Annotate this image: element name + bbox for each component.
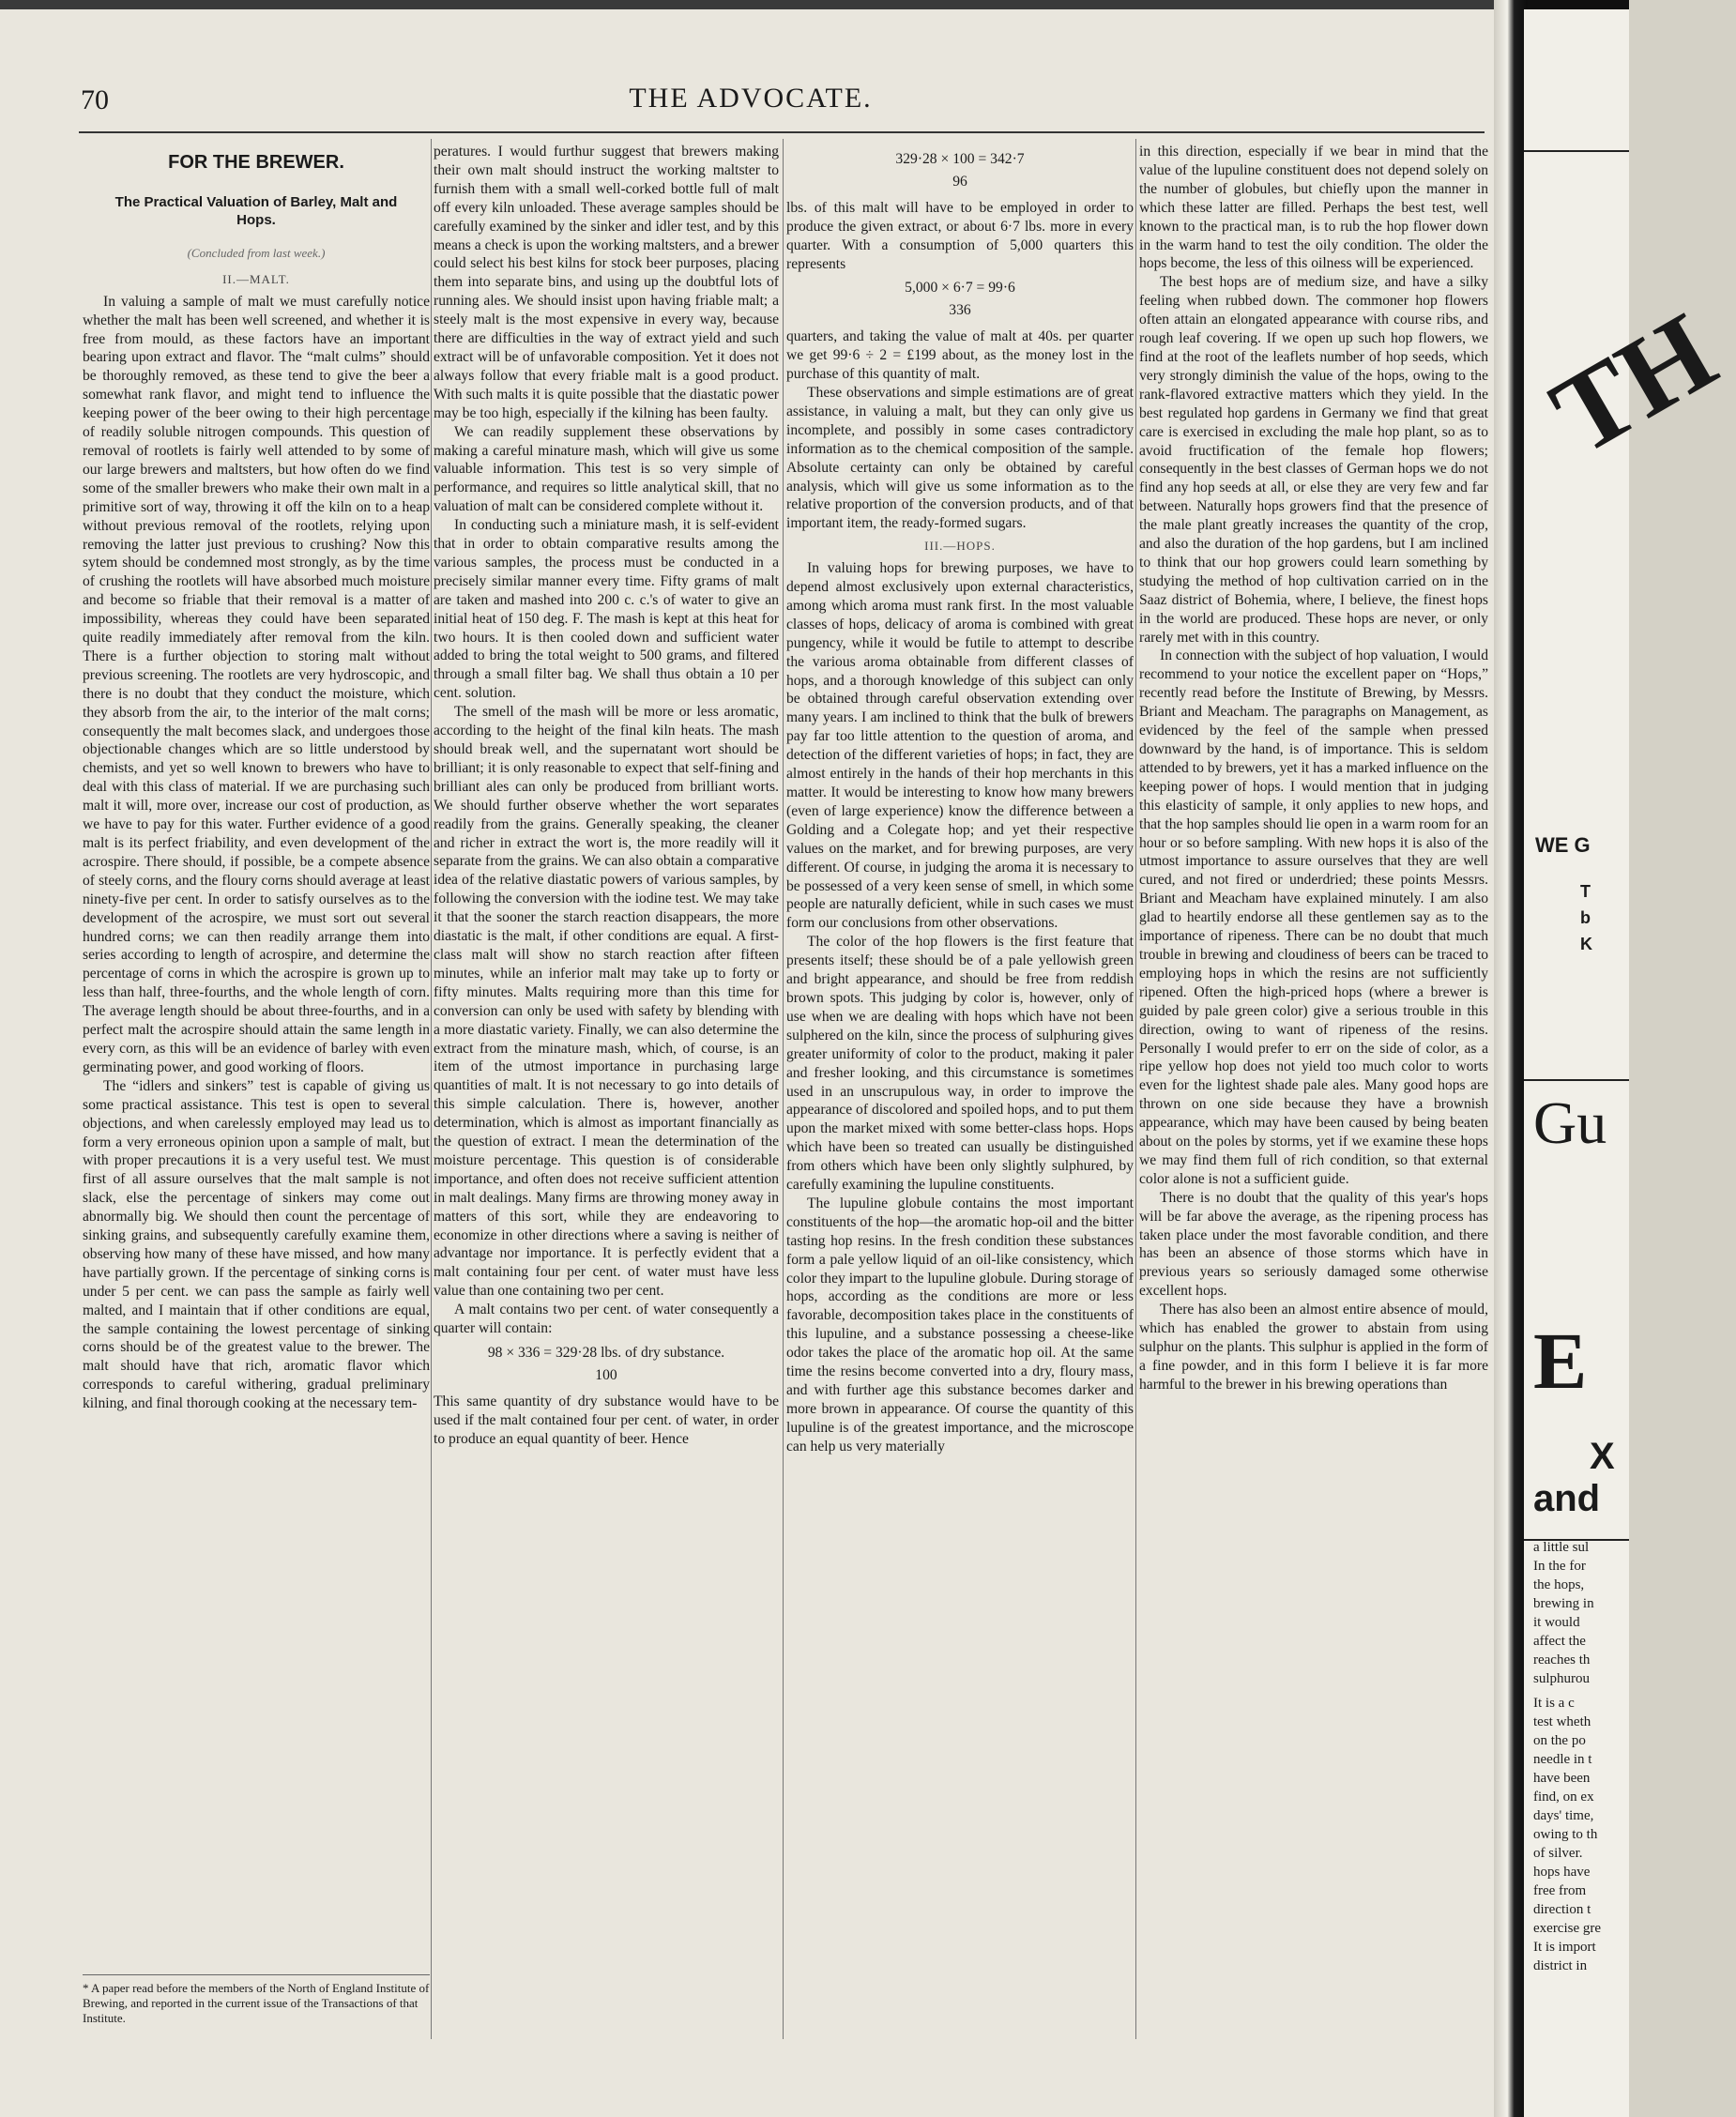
text-line: reaches th [1533,1652,1591,1668]
paragraph: The “idlers and sinkers” test is capable of giving us some practical assistance. This test is open to several objections, and when carelessly employed may lead us to form a very erroneous opinion upon a sample of malt, but with proper precautions it is a very useful test. We must first of all assure ourselves that the malt sample is not slack, else the percentage of sinkers may come out abnormally big. We should then count the percentage of sinking grains, and subsequently carefully examine them, observing how many of these have missed, and how many have partially grown. If the percentage of sinking corns is under 5 per cent. we can pass the sample as fairly well malted, and I maintain that if other conditions are equal, the sample containing the lowest percentage of sinking corns should be of the greatest value to the brewer. The malt should have that rich, aromatic flavor which corresponds to careful withering, gradual preliminary kilning, and final thorough cooking at the necessary tem- [83,1077,430,1412]
column-divider [431,139,432,2039]
text-line: free from [1533,1883,1587,1898]
text-line: needle in t [1533,1752,1592,1767]
text-line: hops have [1533,1865,1591,1880]
display-letter: X [1590,1436,1615,1477]
display-letter: E [1533,1316,1588,1406]
paragraph: There is no doubt that the quality of this year's hops will be far above the average, as the ripening process has taken place under the most favorable condition, and there has been an absence of those storms which have in previous years so seriously damaged some otherwise excellent hops. [1139,1189,1488,1300]
rule [1524,150,1629,152]
equation-denominator: 96 [952,173,967,190]
text-line: affect the [1533,1634,1586,1649]
paragraph: In conducting such a miniature mash, it is self-evident that in order to obtain comparative results among the various samples, the process must be conducted in a precisely similar manner every time. Fifty grams of malt are taken and mashed into 200 c. c.'s of water to give an initial heat of 150 deg. F. The mash is kept at this heat for two hours. It is then cooled down and sufficient water added to bring the total weight to 500 grams, and filtered through a small filter bag. We shall thus obtain a 10 per cent. solution. [434,517,779,702]
binding-gutter [1494,0,1528,2117]
paragraph: peratures. I would furthur suggest that brewers making their own malt should instruct the working maltster to furnish them with a small well-corked bottle full of malt off every kiln unloaded. These average samples should be carefully examined by the sinker and idler test, and by this means a check is upon the working maltsters, and a brewer could select his best kilns for stock beer purposes, placing them into separate bins, and using up the doubtful lots of running ales. We should insist upon having friable malt; a steely malt is the most expensive in every way, because there are difficulties in the way of extract yield and such extract will be of unfavorable composition. Yet it does not always follow that every friable malt is a good product. With such malts it is quite possible that the diastatic power may be too high, especially if the kilning has been faulty. [434,144,779,421]
text-line: a little sul [1533,1540,1590,1555]
header-rule [79,131,1485,133]
column-3 [786,143,1134,1456]
column-divider [1135,139,1136,2039]
equation-dry-substance: 98 × 336 = 329·28 lbs. of dry substance. [487,1345,725,1361]
paragraph: This same quantity of dry substance would have to be used if the malt contained four per cent. of water, in order to produce an equal quantity of beer. Hence [434,1393,779,1447]
paragraph: The color of the hop flowers is the first feature that presents itself; these should be of a pale yellowish green and bright appearance, and should be free from reddish brown spots. This judging by color is, however, only of use when we are dealing with hops which have not been sulphered on the kiln, since the process of sulphuring gives greater uniformity of color to the product, making it paler and fresher looking, and this circumstance is sometimes used in an unscrupulous way, in order to improve the appearance of discolored and spoiled hops, and to put them upon the market mixed with some better-class hops. Hops which have been so treated can usually be distinguished from others which have been only slightly sulphured, by carefully examining the lupuline constituents. [786,934,1134,1194]
text-line: test wheth [1533,1714,1591,1729]
continuation-note: (Concluded from last week.) [187,245,326,260]
scan-top-edge [0,0,1629,9]
text-line: exercise gre [1533,1921,1602,1936]
text-line: of silver. [1533,1846,1583,1861]
article-subtitle: The Practical Valuation of Barley, Malt and Hops. [114,193,398,228]
equation-denominator: 336 [949,302,971,319]
paragraph: In valuing hops for brewing purposes, we have to depend almost exclusively upon external characteristics, among which aroma must rank first. In the most valuable classes of hops, delicacy of aroma is combined with great pungency, while it would be futile to attempt to describe the various aroma obtainable from different classes of hops, and a thorough knowledge of this subject can only be obtained through careful observation extending over many years. I am inclined to think that the bulk of brewers pay far too little attention to the question of aroma, and detection of the different varieties of hops; in fact, they are almost entirely in the hands of their hop merchants in this matter. It would be interesting to know how many brewers (even of large experience) know the difference between a Golding and a Colegate hop; and yet their respective values on the market, and for brewing purposes, are very different. Of course, in judging the aroma it is necessary to be possessed of a very keen sense of smell, in which some people are naturally deficient, while in such cases we must form our conclusions from other observations. [786,560,1134,932]
column-4 [1139,143,1488,1394]
rule [1524,1079,1629,1081]
display-letters: TH [1531,288,1735,479]
paragraph: There has also been an almost entire absence of mould, which has enabled the grower to abstain from using sulphur on the plants. This sulphur is applied in the form of a fine powder, and in this form I believe it is far more harmful to the brewer in his brewing operations than [1139,1302,1488,1393]
text-line: It is a c [1533,1696,1575,1711]
text-line: sulphurou [1533,1671,1590,1686]
column-divider [783,139,784,2039]
text-fragment: K [1580,935,1592,953]
column-2 [434,143,779,1449]
paragraph: A malt contains two per cent. of water consequently a quarter will contain: [434,1302,779,1337]
equation-denominator: 100 [595,1366,617,1383]
text-line: owing to th [1533,1827,1598,1842]
paragraph: The lupuline globule contains the most important constituents of the hop—the aromatic hop-oil and the bitter tasting hop resins. In the fresh condition these substances form a pale yellow liquid of an oil-like consistency, which color they impart to the lupuline globule. During storage of hops, according as the conditions are more or less favorable, decomposition takes place in the constituents of this lupuline, and a substance possessing a cheese-like odor takes the place of the aromatic hop oil. At the same time the resins become converted into a dry, floury mass, and with further age this substance becomes darker and more brown in appearance. Of course the quantity of this lupuline is of the greatest importance, and the microscope can help us very materially [786,1195,1134,1454]
paragraph: quarters, and taking the value of malt at 40s. per quarter we get 99·6 ÷ 2 = £199 about, as the money lost in the purchase of this quantity of malt. [786,328,1134,383]
display-text: WE G [1535,833,1591,857]
adjacent-page-fragment [1524,9,1735,2117]
paragraph: lbs. of this malt will have to be employed in order to produce the given extract, or about 6·7 lbs. more in every quarter. With a consumption of 5,000 quarters this represents [786,199,1134,272]
section-heading-hops: III.—HOPS. [924,539,996,554]
text-fragment: T [1580,882,1591,901]
display-text: Gu [1533,1089,1607,1156]
text-line: find, on ex [1533,1790,1594,1805]
text-line: it would [1533,1615,1580,1630]
footnote: * A paper read before the members of the North of England Institute of Brewing, and reported in the current issue of the Transactions of that Institute. [83,1974,430,2026]
paragraph: In connection with the subject of hop valuation, I would recommend to your notice the excellent paper on “Hops,” recently read before the Institute of Brewing, by Messrs. Briant and Meacham. The paragraphs on Management, as evidenced by the feel of the sample when pressed downward by the hand, is of importance. This is seldom attended to by brewers, yet it has a marked influence on the keeping power of hops. I would mention that in judging this elasticity of sample, it only applies to new hops, and that the hop samples should lie open in a warm room for an hour or so before sampling. With new hops it is also of the utmost importance to assure ourselves that they are well cured, and not fired or underdried; these points Messrs. Briant and Meacham have explained minutely. I am also glad to heartily endorse all these gentlemen say as to the importance of ripeness. There can be no doubt that much trouble in brewing and cloudiness of beers can be traced to employing hops in which the resins are not sufficiently ripened. Often the high-priced hops (where a brewer is guided by pale green color) give a serious trouble in this direction, owing to want of ripeness of the resins. Personally I would prefer to err on the side of color, as a ripe yellow hop does not yield too much color to worts even for the lightest shade pale ales. Many good hops are thrown on one side because they have a brownish appearance, which may have been caused by being beaten about on the poles by storms, yet if we examine these hops we may find them full of rich condition, so that external color alone is not a sufficient guide. [1139,647,1488,1187]
publication-header: THE ADVOCATE. [629,83,873,114]
paragraph: in this direction, especially if we bear in mind that the value of the lupuline constituent does not depend solely on the number of globules, but chiefly upon the manner in which these latter are filled. Perhaps the best test, well known to the practical man, is to rub the hop flower down in the warm hand to test the oily condition. The older the hops become, the less of this oilness will be experienced. [1139,144,1488,272]
text-line: brewing in [1533,1596,1594,1611]
section-heading-malt: II.—MALT. [222,271,290,286]
text-fragment: b [1580,908,1591,927]
text-line: on the po [1533,1733,1586,1748]
equation-malt-weight: 329·28 × 100 = 342·7 [895,151,1025,167]
text-line: the hops, [1533,1577,1585,1592]
equation-quarters: 5,000 × 6·7 = 99·6 [905,280,1015,297]
text-line: direction t [1533,1902,1591,1917]
paragraph: In valuing a sample of malt we must carefully notice whether the malt has been well screened, and whether it is free from mould, as these factors have an important bearing upon extract and flavor. The “malt culms” should be thoroughly removed, as these tend to give the beer a somewhat rank flavor, and might tend to influence the keeping power of the beer owing to their high percentage of readily soluble nitrogen compounds. This question of removal of rootlets is fairly well attended to by some of our large brewers and maltsters, but how often do we find some of the smaller brewers who make their own malt in a primitive sort of way, throwing it off the kiln on to a heap without previous removal of the rootlets, relying upon removing the latter just previous to crushing? Now this sytem should be condemned most strongly, as by the time of crushing the rootlets will have absorbed much moisture and become so friable that their removal is a matter of impossibility, whereas they could have been separated quite readily immediately after removal from the kiln. There is a further objection to storing malt without previous screening. The rootlets are very hydroscopic, and there is no doubt that they conduct the moisture, which they absorb from the air, to the interior of the malt corns; consequently the malt becomes slack, and undergoes those objectionable changes which are so little understood by chemists, and yet so well known to brewers who have to deal with this class of material. If we are purchasing such malt it will, more over, increase our cost of production, as we have to pay for this water. Further evidence of a good malt is its perfect friability, and even development of the acrospire. There should, if possible, be a compete absence of steely corns, and the floury corns should average at least ninety-five per cent. In order to satisfy ourselves as to the development of the acrospire, we must sort out several hundred corns; we can then readily arrange them into series according to length of acrospire, and determine the percentage of corns in which the acrospire is grown up to less than half, three-fourths, and the whole length of corn. The average length should be about three-fourths, and in a perfect malt the acrospire should attain the same length in every corn, as this will be an evidence of barley with even germinating power, and good working of floors. [83,293,430,1075]
paragraph: The smell of the mash will be more or less aromatic, according to the height of the final kiln heats. The mash should break well, and the supernatant wort should be brilliant; it is only reasonable to expect that self-fining and brilliant ales can only be produced from brilliant worts. We should further observe whether the wort separates readily from the grains. Generally speaking, the cleaner and richer in extract the wort is, the more readily will it separate from the grains. We can also obtain a comparative idea of the relative diastatic powers of various samples, by following the conversion with the iodine test. We may take it that the sooner the starch reaction disappears, the more diastatic is the malt, if other conditions are equal. A first-class malt will show no starch reaction after fifteen minutes, while an inferior malt may take up to forty or fifty minutes. Malts requiring more than this time for conversion can only be used with safety by blending with a more diastatic variety. Finally, we can also determine the extract from the minature mash, which, of course, is an item of the utmost importance in purchasing large quantities of malt. It is not necessary to go into details of this simple calculation. There is, however, another determination, which is almost as important financially as the question of extract. I mean the determination of the moisture percentage. This question is of considerable importance, and often does not receive sufficient attention in malt dealings. Many firms are throwing money away in matters of this sort, while they are endeavoring to economize in other directions where a saving is neither of advantage nor importance. It is perfectly evident that a malt containing four per cent. of water must have less value than one containing two per cent. [434,704,779,1300]
column-1 [83,143,430,1413]
page-number: 70 [81,84,109,115]
paragraph: These observations and simple estimations are of great assistance, in valuing a malt, but they can only give us incomplete, and possibly in some cases contradictory information as to the chemical composition of the sample. Absolute certainty can only be obtained by careful analysis, which will give us some information as to the relative proportion of the conversion products, and of that important item, the ready-formed sugars. [786,384,1134,532]
paragraph: The best hops are of medium size, and have a silky feeling when rubbed down. The commoner hop flowers often attain an elongated appearance with course ribs, and rough leaf covering. If we open up such hop flowers, we find at the root of the leaflets number of hop seeds, which very strongly diminish the value of the hops, owing to the rank-flavored extractive matters which they yield. In the best regulated hop gardens in Germany we find that great care is exercised in excluding the male hop plant, so as to avoid fructification of the female hop flowers; consequently in the best classes of German hops we do not find any hop seeds at all, or else they are very few and far between. Naturally hops growers find that the presence of the male plant greatly increases the quantity of the crop, and also the duration of the hop gardens, but I am inclined to think that our hop growers could learn something by studying the method of hop cultivation carried on in the Saaz district of Bohemia, where, I believe, the finest hops in the world are produced. These hops are never, or only rarely met with in this country. [1139,274,1488,646]
text-line: days' time, [1533,1808,1594,1823]
footnote-block [83,1961,430,2026]
article-title: FOR THE BREWER. [168,152,344,173]
text-line: It is import [1533,1940,1596,1955]
text-line: district in [1533,1958,1588,1973]
text-line: have been [1533,1771,1591,1786]
display-text: and [1533,1478,1601,1519]
paragraph: We can readily supplement these observations by making a careful minature mash, which will give us some valuable information. This test is so very simple of performance, and requires so little analytical skill, that no valuation of malt can be considered complete without it. [434,423,779,515]
text-line: In the for [1533,1559,1586,1574]
